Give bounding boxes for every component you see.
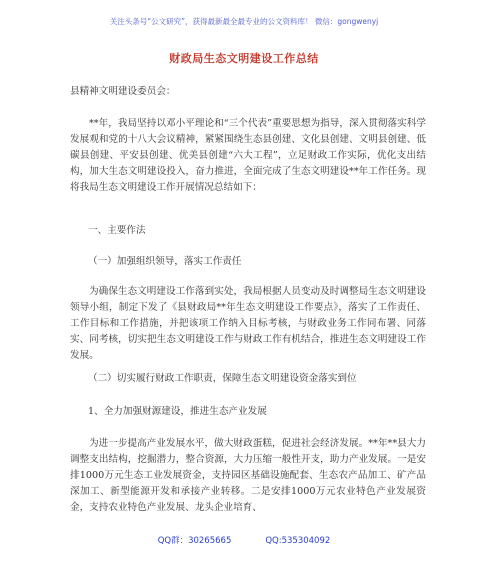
contact-footer [0,534,488,546]
qq-label: QQ:535304092 [265,536,331,546]
promo-banner: 关注头条号“公文研究”，获得最新最全最专业的公文资料库！ 微信：gongwenyj [109,17,379,26]
qq-group-label: QQ群：30265665 [157,536,232,546]
intro-paragraph: **年，我局坚持以邓小平理论和“三个代表”重要思想为指导，深入贯彻落实科学发展观和党的十八大会议精神，紧紧围绕生态县创建、文化县创建、文明县创建、低碳县创建、平安县创建、优美县创建“六大工程”，立足财政工作实际，优化支出结构，加大生态文明建设投入，奋力推进，全面完成了生态文明建设**年工作任务。现将我局生态文明建设工作开展情况总结如下： [70,118,426,193]
salutation: 县精神文明建设委员会： [70,86,176,97]
numbered-heading: 1、全力加强财源建设，推进生态产业发展 [88,406,267,417]
body-paragraph: 为进一步提高产业发展水平，做大财政蛋糕，促进社会经济发展。**年**县大力调整支出结构，挖掘潜力，整合资源，大力压缩一般性开支，助力产业发展。一是安排1000万元生态工业发展资金，支持园区基础设施配套、生态农产品加工、矿产品深加工、新型能源开发和承接产业转移。二是安排1000万元农业特色产业发展资金，支持农业特色产业发展、龙头企业培育、 [70,438,426,513]
document-title: 财政局生态文明建设工作总结 [169,52,319,65]
section-heading: 一、主要作法 [88,225,146,236]
subsection-heading: （一）加强组织领导，落实工作责任 [88,256,242,267]
subsection-heading: （二）切实履行财政工作职责，保障生态文明建设资金落实到位 [88,373,357,384]
body-paragraph: 为确保生态文明建设工作落到实处，我局根据人员变动及时调整局生态文明建设领导小组，制定下发了《县财政局**年生态文明建设工作要点》，落实了工作责任、工作目标和工作措施，并把该项工作纳入目标考核，与财政业务工作同布署、同落实、同考核，切实把生态文明建设工作与财政工作有机结合，推进生态文明建设工作发展。 [70,286,426,361]
